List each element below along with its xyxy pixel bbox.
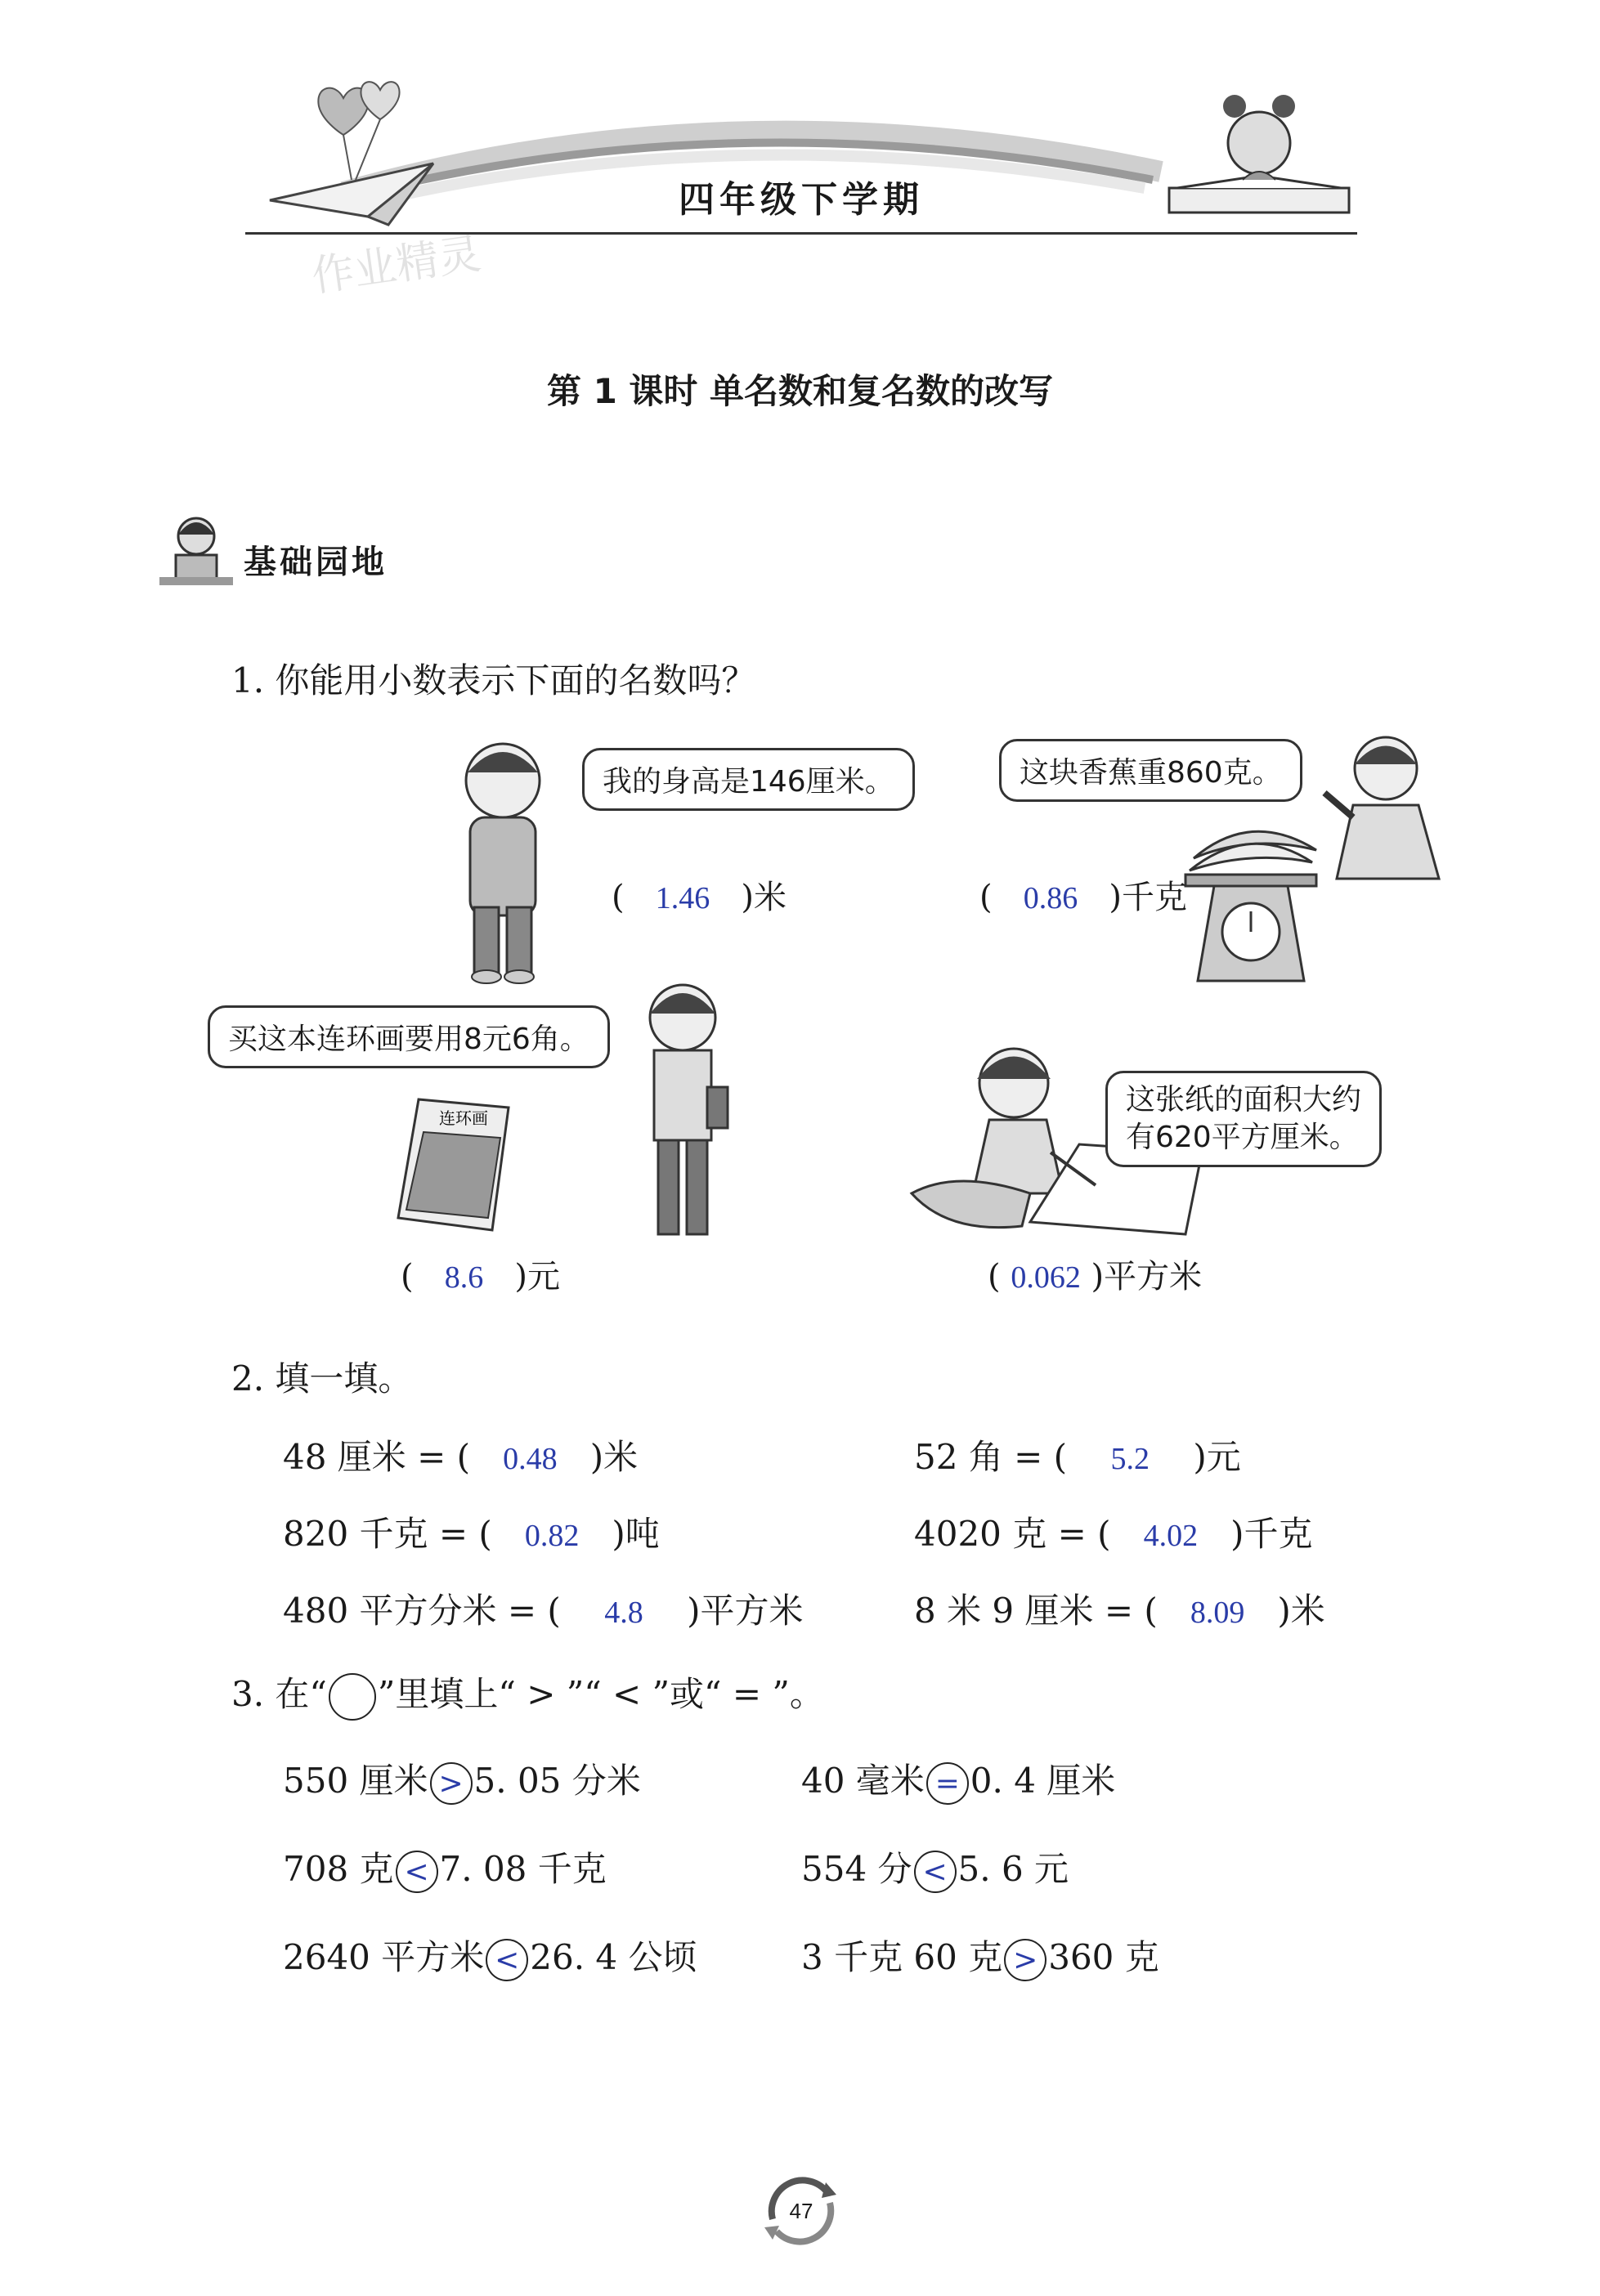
fill-row: 820 千克 = ( 0.82 )吨 (283, 1514, 660, 1554)
q2-prompt: 2. 填一填。 (231, 1358, 413, 1399)
fill-row: 8 米 9 厘米 = ( 8.09 )米 (914, 1591, 1325, 1631)
paper-plane-icon (270, 163, 433, 225)
q1-answer-paper: ( 0.062 )平方米 (988, 1258, 1203, 1296)
answer-value: 0.82 (524, 1519, 580, 1553)
speech-bubble-banana: 这块香蕉重860克。 (999, 739, 1302, 802)
answer-value: 8.09 (1190, 1596, 1245, 1630)
answer-value: 4.8 (604, 1596, 643, 1630)
compare-row: 550 厘米 > 5. 05 分米 (283, 1754, 641, 1805)
compare-circle: < (914, 1851, 957, 1893)
compare-circle: < (486, 1939, 528, 1981)
answer-value: 5.2 (1110, 1442, 1150, 1476)
compare-circle: < (396, 1851, 438, 1893)
compare-row: 708 克 < 7. 08 千克 (283, 1842, 607, 1893)
compare-row: 3 千克 60 克 > 360 克 (801, 1931, 1159, 1981)
grade-title: 四年级下学期 (679, 179, 924, 221)
boy-illustration (441, 736, 564, 989)
comic-book-label: 连环画 (439, 1108, 488, 1128)
speech-bubble-paper: 这张纸的面积大约 有620平方厘米。 (1105, 1071, 1382, 1167)
watermark: 作业精灵 (308, 229, 484, 302)
student-reading-icon (155, 510, 237, 592)
compare-circle: = (926, 1762, 969, 1805)
answer-value: 4.02 (1143, 1519, 1199, 1553)
compare-circle: > (430, 1762, 473, 1805)
q1-prompt: 1. 你能用小数表示下面的名数吗？ (231, 660, 756, 700)
answer-value: 8.6 (444, 1260, 484, 1295)
scale-with-bananas-illustration (1177, 809, 1324, 989)
q1-answer-banana: ( 0.86 )千克 (979, 879, 1188, 916)
fill-row: 48 厘米 = ( 0.48 )米 (283, 1437, 639, 1477)
heart-balloon-icon (318, 82, 399, 180)
compare-row: 40 毫米 = 0. 4 厘米 (801, 1754, 1115, 1805)
boy-pointing-illustration (1320, 727, 1443, 883)
compare-row: 2640 平方米 < 26. 4 公顷 (283, 1931, 697, 1981)
answer-value: 0.062 (1011, 1260, 1081, 1295)
fill-row: 480 平方分米 = ( 4.8 )平方米 (283, 1591, 804, 1631)
girl-reading-icon (1169, 95, 1349, 213)
fill-row: 4020 克 = ( 4.02 )千克 (914, 1514, 1313, 1554)
lesson-title: 第 1 课时 单名数和复名数的改写 (546, 371, 1054, 411)
answer-value: 0.48 (503, 1442, 558, 1476)
speech-bubble-comic: 买这本连环画要用8元6角。 (208, 1005, 610, 1068)
compare-circle: > (1004, 1939, 1046, 1981)
page-number: 47 (789, 2199, 813, 2223)
empty-circle-icon (329, 1673, 376, 1721)
compare-row: 554 分 < 5. 6 元 (801, 1842, 1069, 1893)
comic-book-illustration (394, 1095, 517, 1234)
answer-value: 1.46 (655, 881, 710, 915)
fill-row: 52 角 = ( 5.2 )元 (914, 1437, 1241, 1477)
section-title: 基础园地 (244, 544, 388, 581)
q1-answer-height: ( 1.46 )米 (612, 879, 787, 916)
q1-answer-comic: ( 8.6 )元 (401, 1258, 561, 1296)
answer-value: 0.86 (1023, 881, 1078, 915)
q3-prompt: 3. 在“ ”里填上“ > ”“ < ”或“ = ”。 (231, 1667, 824, 1721)
boy-with-book-illustration (630, 973, 736, 1251)
speech-bubble-height: 我的身高是146厘米。 (582, 748, 915, 811)
